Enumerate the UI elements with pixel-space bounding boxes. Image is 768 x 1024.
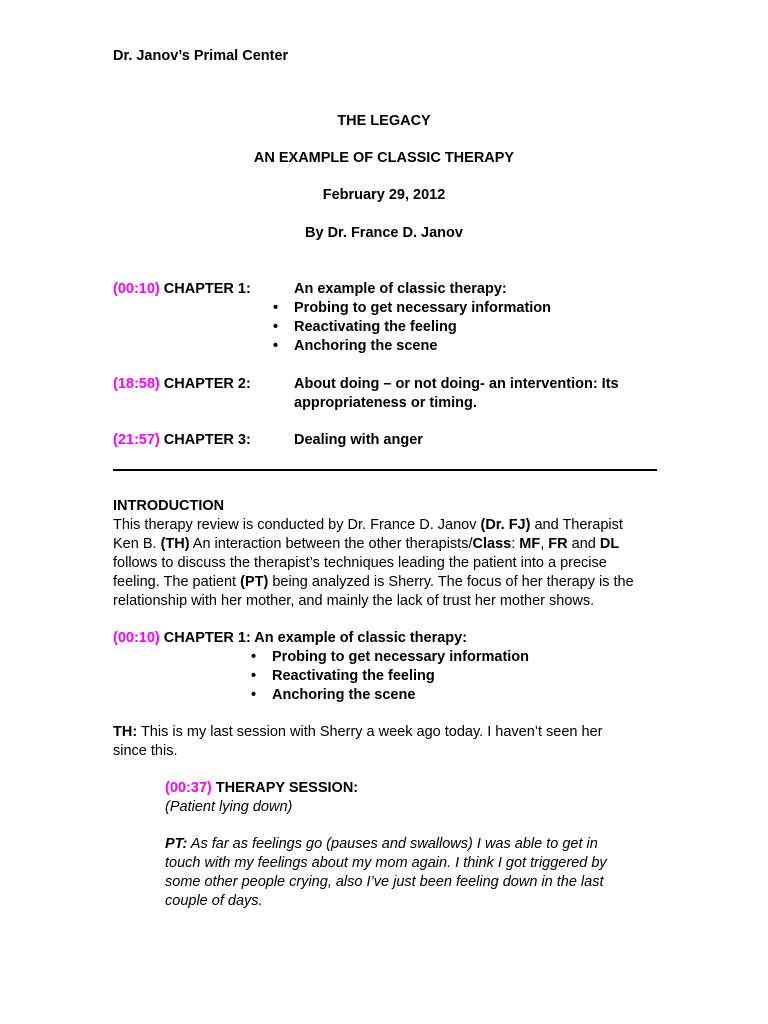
- timestamp: (21:57): [113, 432, 160, 448]
- intro-line: relationship with her mother, and mainly the lack of trust her mother shows.: [113, 593, 595, 609]
- chapter-1-heading: (00:10) CHAPTER 1: An example of classic therapy:: [113, 630, 468, 646]
- list-item: • Anchoring the scene: [273, 338, 438, 354]
- bullet-icon: •: [251, 668, 257, 684]
- toc-chapter-1-label: [113, 280, 251, 299]
- chapter-label: CHAPTER 2:: [163, 376, 251, 392]
- session-heading: (00:37) THERAPY SESSION:: [165, 780, 359, 796]
- toc-chapter-2-title-cont: appropriateness or timing.: [294, 395, 477, 411]
- center-name: Dr. Janov’s Primal Center: [113, 48, 289, 64]
- document-author: By Dr. France D. Janov: [305, 225, 463, 241]
- timestamp: (00:37): [165, 780, 212, 796]
- divider: [113, 469, 657, 471]
- bullet-icon: •: [273, 300, 279, 316]
- timestamp: (00:10): [113, 281, 160, 297]
- document-subtitle: AN EXAMPLE OF CLASSIC THERAPY: [253, 150, 515, 166]
- speaker-label: PT:: [165, 836, 188, 852]
- toc-chapter-1-bullets: [273, 299, 552, 356]
- bullet-icon: •: [273, 319, 279, 335]
- toc-chapter-3-label: [113, 431, 251, 450]
- toc-chapter-2-label: [113, 375, 251, 394]
- section-heading-introduction: INTRODUCTION: [113, 498, 225, 514]
- intro-line: feeling. The patient (PT) being analyzed is Sherry. The focus of her therapy is the: [113, 574, 634, 590]
- document-date: February 29, 2012: [322, 187, 446, 203]
- intro-line: follows to discuss the therapist’s techniques leading the patient into a precise: [113, 555, 607, 571]
- patient-line: some other people crying, also I’ve just been feeling down in the last: [165, 874, 604, 890]
- bullet-icon: •: [251, 649, 257, 665]
- toc-chapter-1-title: An example of classic therapy:: [294, 281, 507, 297]
- patient-line: couple of days.: [165, 893, 263, 909]
- timestamp: (18:58): [113, 376, 160, 392]
- toc-chapter-3-title: Dealing with anger: [294, 432, 423, 448]
- intro-line: Ken B. (TH) An interaction between the other therapists/Class: MF, FR and DL: [113, 536, 620, 552]
- patient-line: PT: As far as feelings go (pauses and swallows) I was able to get in: [165, 836, 598, 852]
- timestamp: (00:10): [113, 630, 160, 646]
- speaker-label: TH:: [113, 724, 138, 740]
- patient-line: touch with my feelings about my mom again. I think I got triggered by: [165, 855, 607, 871]
- stage-direction: (Patient lying down): [165, 799, 293, 815]
- document-title: THE LEGACY: [337, 113, 431, 129]
- list-item: • Reactivating the feeling: [251, 668, 435, 684]
- intro-line: This therapy review is conducted by Dr. France D. Janov (Dr. FJ) and Therapist: [113, 517, 623, 533]
- list-item: • Anchoring the scene: [251, 687, 416, 703]
- therapist-remark: TH: This is my last session with Sherry a week ago today. I haven’t seen her: [113, 724, 603, 740]
- list-item: • Probing to get necessary information: [251, 649, 530, 665]
- list-item: • Probing to get necessary information: [273, 300, 552, 316]
- bullet-icon: •: [273, 338, 279, 354]
- chapter-label: CHAPTER 3:: [163, 432, 251, 448]
- toc-chapter-2-title: About doing – or not doing- an intervention: Its: [294, 376, 619, 392]
- chapter-label: CHAPTER 1:: [163, 281, 251, 297]
- chapter-1-bullets: [251, 648, 530, 705]
- bullet-icon: •: [251, 687, 257, 703]
- therapist-remark-cont: since this.: [113, 743, 178, 759]
- list-item: • Reactivating the feeling: [273, 319, 457, 335]
